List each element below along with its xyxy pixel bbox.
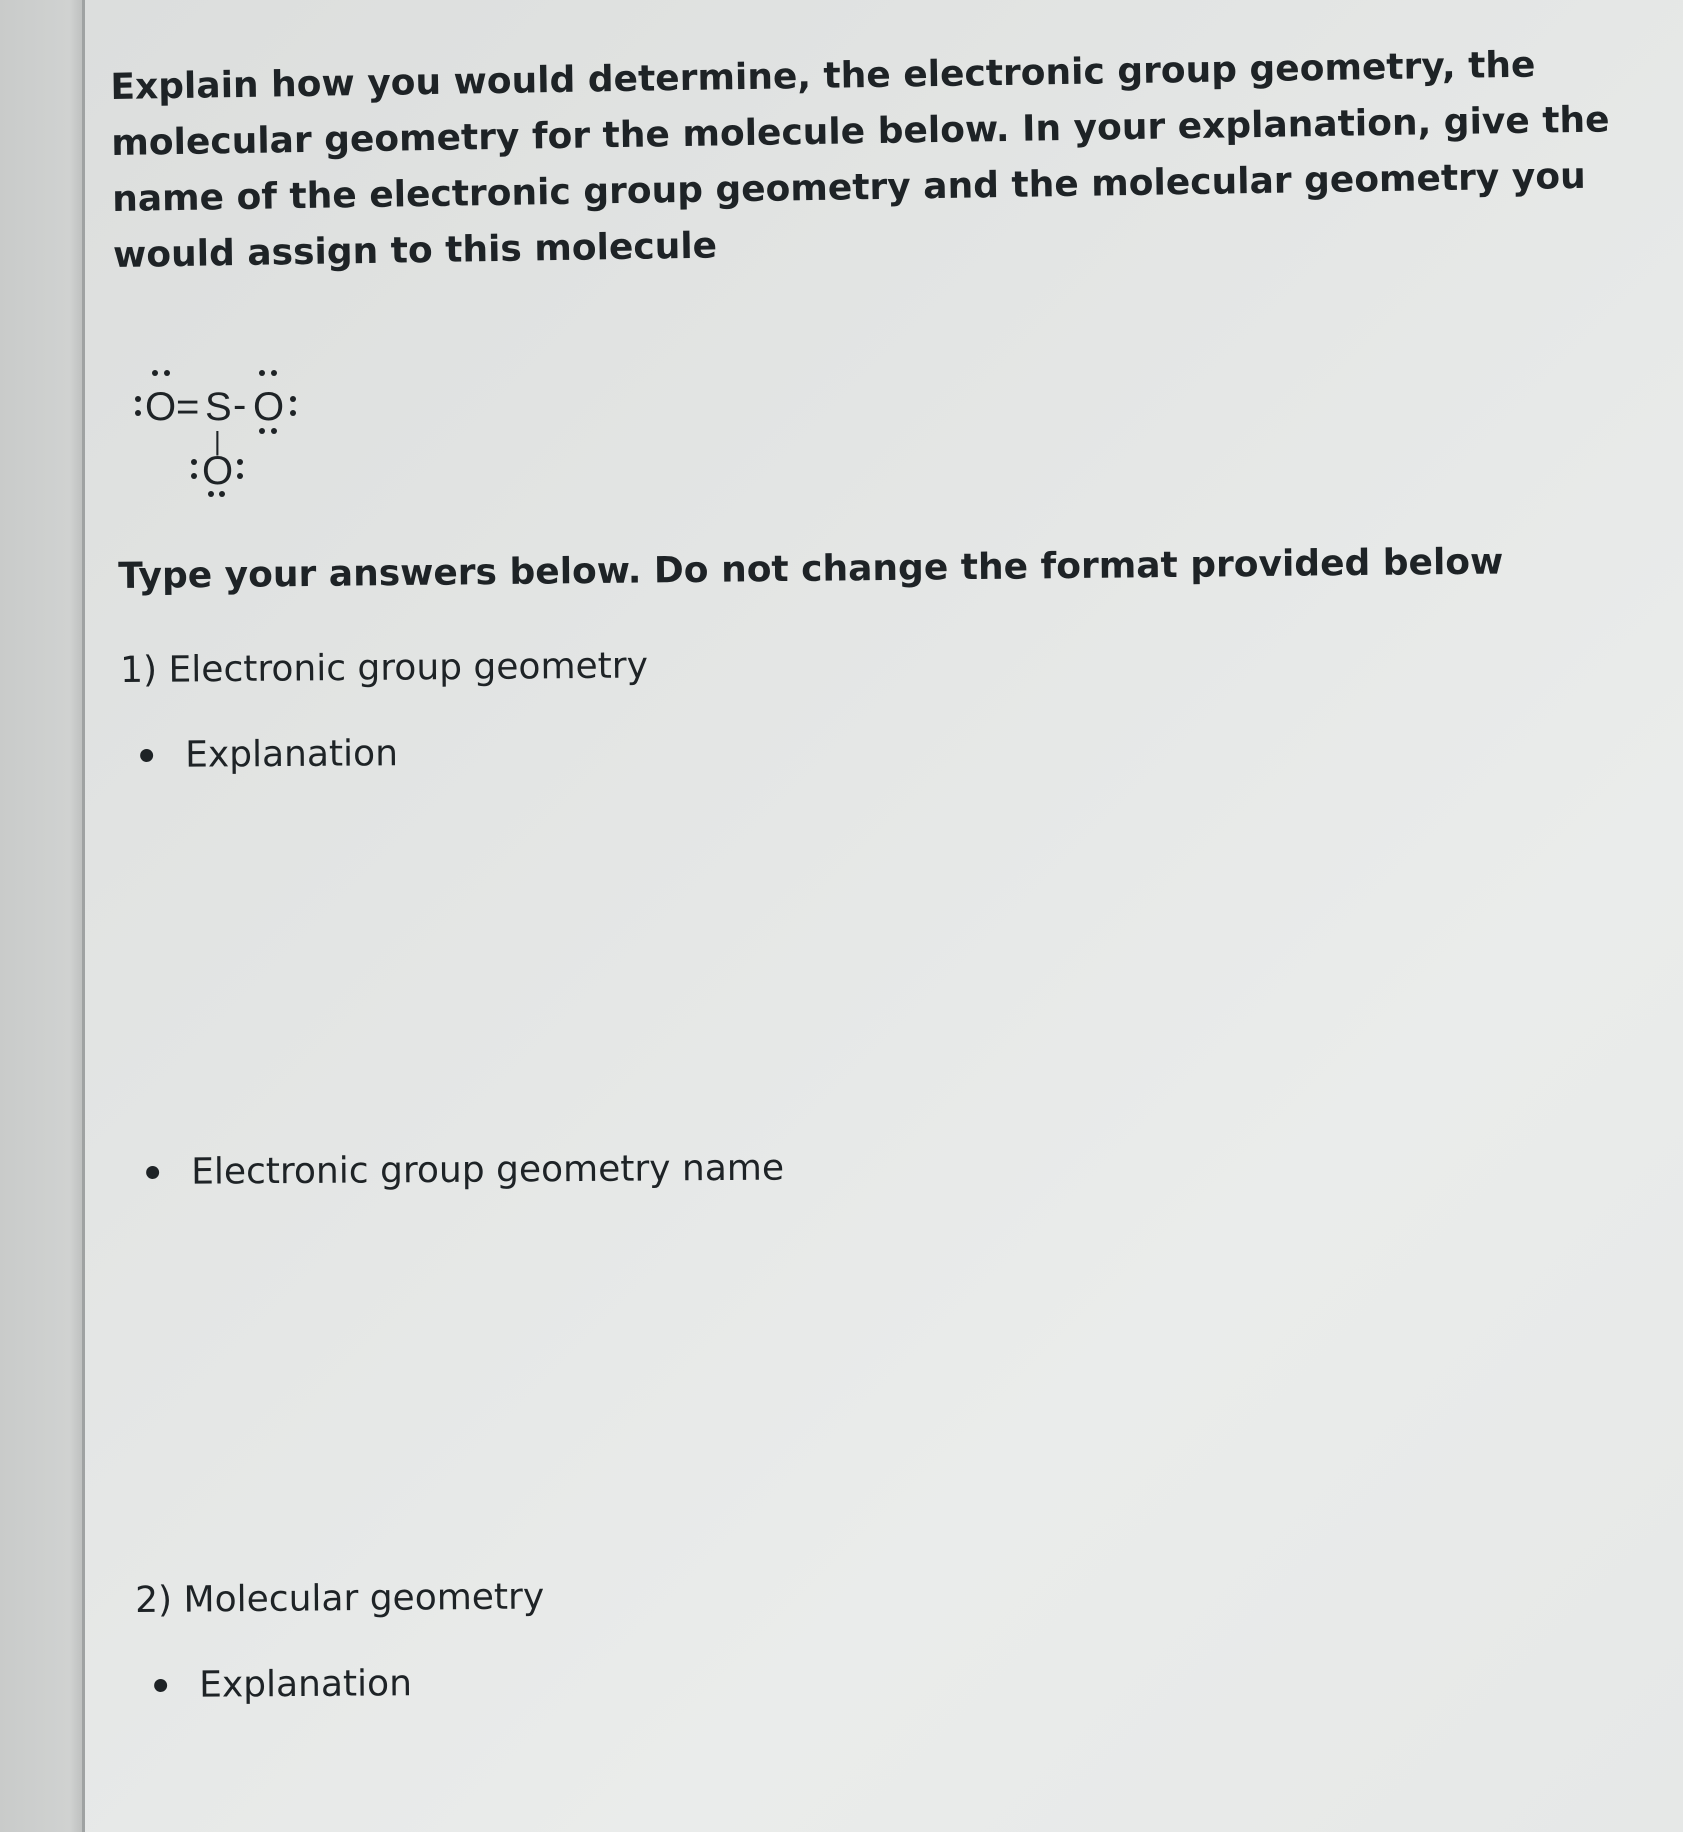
answer-area-electronic-group-geometry-name[interactable] (180, 1215, 1580, 1545)
lone-pair-dot (152, 370, 158, 376)
lone-pair-dot (135, 410, 141, 416)
bullet-icon (146, 1166, 159, 1179)
answer-area-explanation-2[interactable] (190, 1730, 1590, 1825)
atom-right-oxygen: O (253, 385, 285, 429)
bond-single-right: - (233, 383, 247, 427)
bond-double: = (176, 385, 200, 429)
lone-pair-dot (135, 396, 141, 402)
atom-bottom-oxygen: O (202, 449, 234, 493)
lone-pair-dot (290, 410, 296, 416)
bullet-item-explanation-1 (140, 733, 398, 776)
instructions-text: Type your answers below. Do not change the format provided below (118, 541, 1504, 597)
lone-pair-dot (290, 396, 296, 402)
lone-pair-dot (191, 473, 197, 479)
bullet-icon (154, 1679, 167, 1692)
bullet-icon (140, 749, 153, 762)
bullet-item-electronic-group-geometry-name (146, 1148, 784, 1193)
lone-pair-dot (259, 370, 265, 376)
bond-single-down: | (214, 426, 221, 456)
left-gutter (0, 0, 82, 1832)
lewis-structure-diagram (130, 358, 350, 498)
section-heading-electronic-group-geometry: 1) Electronic group geometry (120, 645, 649, 691)
bullet-label: Explanation (184, 733, 399, 776)
atom-left-oxygen: O (145, 385, 177, 429)
section-heading-molecular-geometry: 2) Molecular geometry (135, 1576, 545, 1621)
answer-area-explanation-1[interactable] (180, 800, 1580, 1130)
lone-pair-dot (164, 370, 170, 376)
bullet-item-explanation-2 (154, 1663, 412, 1706)
lone-pair-dot (237, 473, 243, 479)
bullet-label: Explanation (198, 1663, 413, 1706)
lone-pair-dot (271, 370, 277, 376)
bullet-label: Electronic group geometry name (190, 1147, 785, 1193)
atom-sulfur: S (205, 385, 232, 429)
lone-pair-dot (237, 459, 243, 465)
question-prompt: Explain how you would determine, the electronic group geometry, the molecular geometry for the molecule below. In your explanation, give the name of the electronic group geometry and the molecular geometry you would assign to this molecule (110, 44, 1610, 276)
lewis-structure-svg (130, 358, 350, 498)
lone-pair-dot (191, 459, 197, 465)
